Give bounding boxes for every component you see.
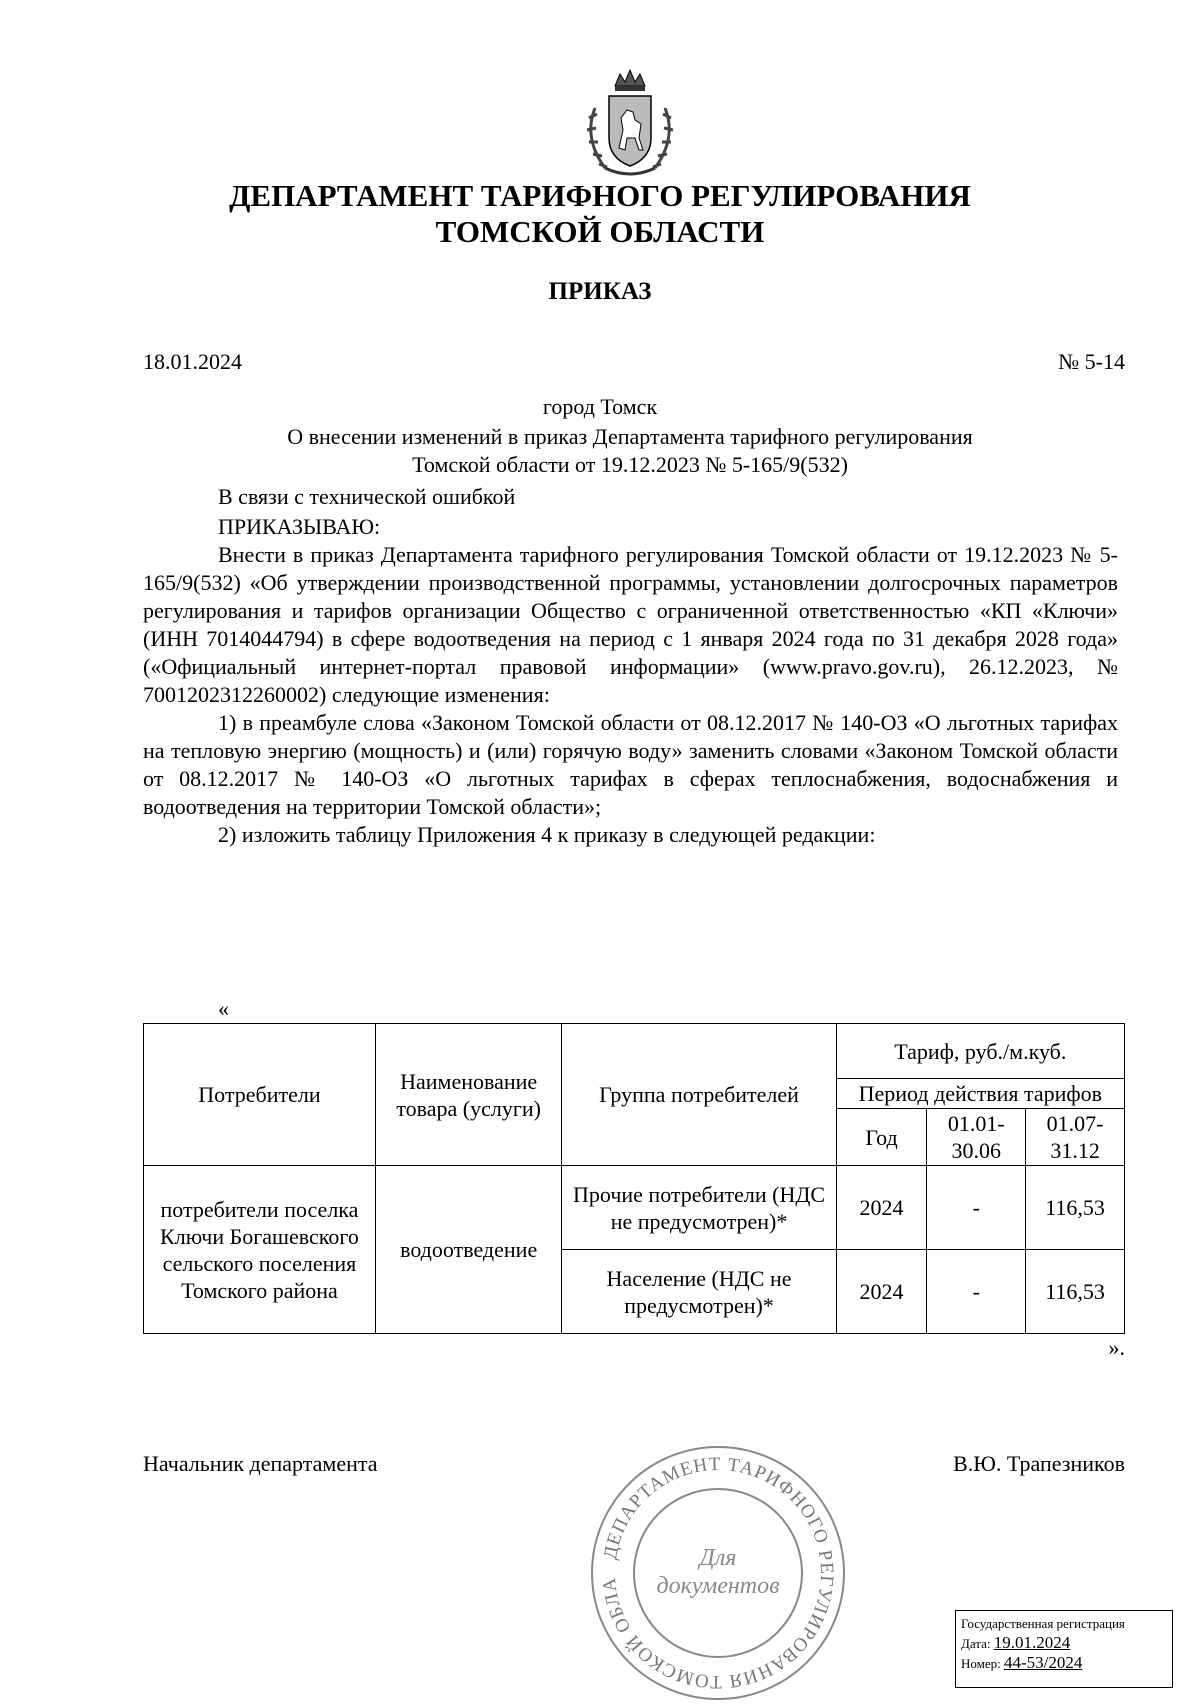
header-period-2: 01.07-31.12 <box>1026 1109 1125 1166</box>
doc-body <box>143 541 1118 849</box>
coat-of-arms-emblem <box>575 68 685 183</box>
registration-date-label: Дата: <box>961 1636 991 1651</box>
org-name-line1: ДЕПАРТАМЕНТ ТАРИФНОГО РЕГУЛИРОВАНИЯ <box>229 178 971 213</box>
cell-period-2: 116,53 <box>1026 1166 1125 1250</box>
tariff-table <box>143 1023 1125 1334</box>
cell-period-2: 116,53 <box>1026 1250 1125 1334</box>
stamp-ring-text: ДЕПАРТАМЕНТ ТАРИФНОГО РЕГУЛИРОВАНИЯ ТОМСКОЙ ОБЛА <box>598 1453 838 1693</box>
doc-date: 18.01.2024 <box>143 349 242 374</box>
table-header-row <box>144 1024 1125 1079</box>
org-name-line2: ТОМСКОЙ ОБЛАСТИ <box>435 214 765 249</box>
table-open-quote: « <box>218 996 229 1021</box>
cell-year: 2024 <box>836 1250 927 1334</box>
registration-number-row <box>961 1653 1167 1673</box>
header-period-1: 01.01-30.06 <box>927 1109 1026 1166</box>
signature-name: В.Ю. Трапезников <box>953 1451 1125 1476</box>
registration-title: Государственная регистрация <box>961 1616 1125 1631</box>
item-2-paragraph: 2) изложить таблицу Приложения 4 к приказу в следующей редакции: <box>218 822 876 847</box>
header-goods: Наименование товара (услуги) <box>375 1024 562 1166</box>
header-year: Год <box>836 1109 927 1166</box>
doc-number: № 5-14 <box>1058 349 1125 374</box>
cell-period-1: - <box>927 1250 1026 1334</box>
cell-period-1: - <box>927 1166 1026 1250</box>
cell-consumers: потребители поселка Ключи Богашевского сельского поселения Томского района <box>144 1166 376 1334</box>
header-period: Период действия тарифов <box>836 1079 1124 1109</box>
table-close-quote: ». <box>1108 1335 1125 1360</box>
header-tariff: Тариф, руб./м.куб. <box>836 1024 1124 1079</box>
header-consumers: Потребители <box>144 1024 376 1166</box>
subject-line2: Томской области от 19.12.2023 № 5-165/9(532) <box>412 452 848 477</box>
cell-group: Население (НДС не предусмотрен)* <box>562 1250 836 1334</box>
registration-number-label: Номер: <box>961 1656 1001 1671</box>
doc-type-title: ПРИКАЗ <box>548 278 652 305</box>
doc-city: город Томск <box>542 394 658 419</box>
subject-line1: О внесении изменений в приказ Департамента тарифного регулирования <box>287 424 973 449</box>
stamp-center-line1: Для <box>699 1545 737 1571</box>
registration-number-value: 44-53/2024 <box>1004 1653 1083 1672</box>
cell-year: 2024 <box>836 1166 927 1250</box>
official-stamp <box>588 1443 848 1703</box>
main-paragraph: Внести в приказ Департамента тарифного регулирования Томской области от 19.12.2023 № 5-165/9(532) «Об утверждении производственной программы, установлении долгосрочных параметров регулирования и тарифов организации Общество с ограниченной ответственностью «КП «Ключи» (ИНН 7014044794) в сфере водоотведения на период с 1 января 2024 года по 31 декабря 2028 года» («Официальный интернет-портал правовой информации» (www.pravo.gov.ru), 26.12.2023, № 7001202312260002) следующие изменения: <box>143 542 1118 707</box>
table-row <box>144 1166 1125 1250</box>
cell-group: Прочие потребители (НДС не предусмотрен)* <box>562 1166 836 1250</box>
registration-date-value: 19.01.2024 <box>993 1633 1071 1652</box>
signature-position: Начальник департамента <box>143 1451 378 1476</box>
order-word: ПРИКАЗЫВАЮ: <box>218 514 381 539</box>
registration-date-row <box>961 1633 1167 1653</box>
header-group: Группа потребителей <box>562 1024 836 1166</box>
doc-subject <box>230 423 1030 479</box>
reason-text: В связи с технической ошибкой <box>218 484 516 509</box>
registration-box <box>955 1610 1173 1688</box>
stamp-center-line2: документов <box>656 1573 780 1599</box>
cell-goods: водоотведение <box>375 1166 562 1334</box>
item-1-paragraph: 1) в преамбуле слова «Законом Томской области от 08.12.2017 № 140-ОЗ «О льготных тарифах на тепловую энергию (мощность) и (или) горячую воду» заменить словами «Законом Томской области от 08.12.2017 № 140-ОЗ «О льготных тарифах в сферах теплоснабжения, водоснабжения и водоотведения на территории Томской области»; <box>143 710 1118 819</box>
